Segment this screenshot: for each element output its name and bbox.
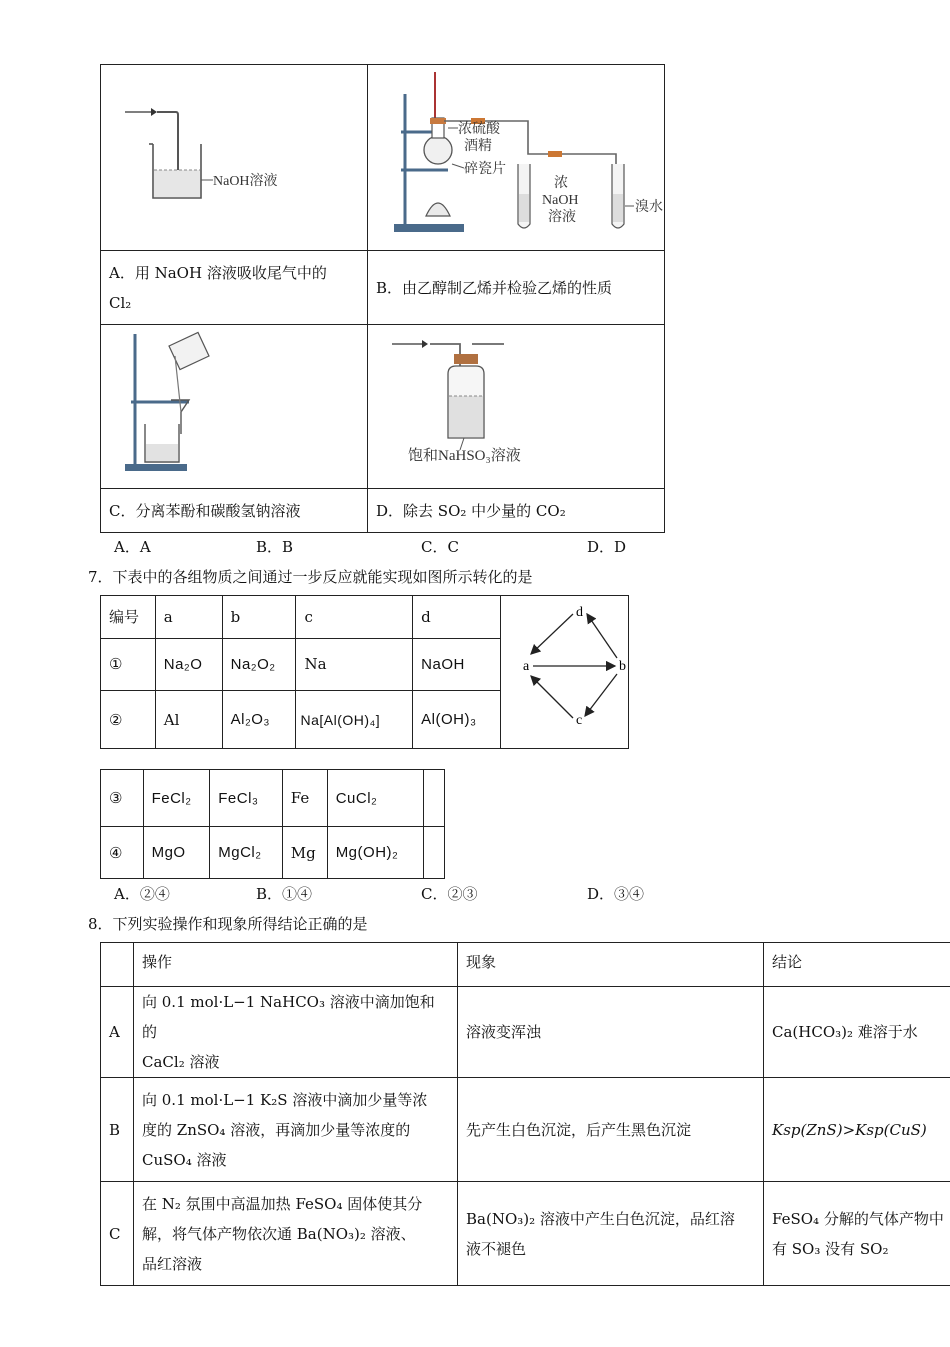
- q7-transformation-diagram: [501, 596, 627, 744]
- q6-fig-a-cell: [101, 65, 368, 251]
- q8-row-c-op-line3: 品红溶液: [142, 1254, 203, 1273]
- q7-row3-empty: [424, 770, 445, 827]
- naoh-absorption-figure: [101, 66, 367, 250]
- q6-fig-d-cell: [368, 325, 665, 489]
- q7-header-a: a: [155, 596, 222, 639]
- q8-row-b-label: B: [101, 1078, 134, 1182]
- q7-row3-a: FeCl₂: [143, 770, 210, 827]
- q7-row3-b: FeCl₃: [210, 770, 283, 827]
- q6-fig-c-cell: [101, 325, 368, 489]
- q8-row-b-op-line1: 向 0.1 mol·L−1 K₂S 溶液中滴加少量等浓: [142, 1090, 428, 1109]
- q8-row-b-conclusion: Ksp(ZnS)>Ksp(CuS): [764, 1078, 950, 1182]
- naoh-label-line2: NaOH: [542, 192, 579, 208]
- q8-row-a-operation: [134, 987, 458, 1078]
- q8-row-c-op-line2: 解，将气体产物依次通 Ba(NO₃)₂ 溶液、: [142, 1224, 416, 1243]
- q7-row2-d: Al(OH)₃: [413, 691, 501, 749]
- q8-stem: 8．下列实验操作和现象所得结论正确的是: [88, 915, 368, 933]
- q7-row4-b: MgCl₂: [210, 827, 283, 879]
- q6-caption-b: B．由乙醇制乙烯并检验乙烯的性质: [368, 251, 665, 325]
- node-c: c: [575, 713, 583, 728]
- q8-row-c-conc-line1: FeSO₄ 分解的气体产物中: [772, 1209, 944, 1228]
- q6-option-b[interactable]: B．B: [256, 538, 294, 556]
- q7-header-no: 编号: [101, 596, 156, 639]
- q8-row-c-op-line1: 在 N₂ 氛围中高温加热 FeSO₄ 固体使其分: [142, 1194, 423, 1213]
- q7-row3-no: ③: [101, 770, 144, 827]
- q7-table-bottom: [100, 769, 445, 879]
- q7-header-c: c: [296, 596, 413, 639]
- q6-option-d[interactable]: D．D: [587, 538, 627, 556]
- q6-caption-a-line2: Cl₂: [109, 293, 132, 312]
- porcelain-chips-label: 碎瓷片: [464, 161, 506, 177]
- q8-row-a-phenomenon: 溶液变浑浊: [458, 987, 764, 1078]
- q7-row1-no: ①: [101, 638, 156, 691]
- node-a: a: [522, 659, 530, 674]
- bromine-water-label: 溴水: [635, 199, 663, 215]
- q7-option-c[interactable]: C．②③: [421, 885, 478, 903]
- ethylene-apparatus-figure: [368, 66, 664, 250]
- filtration-figure: [101, 326, 367, 488]
- conc-sulfuric-acid-label: 浓硫酸: [458, 121, 500, 137]
- q7-row4-d: Mg(OH)₂: [327, 827, 423, 879]
- q7-row1-a: Na₂O: [155, 638, 222, 691]
- q7-row2-no: ②: [101, 691, 156, 749]
- q8-row-c-phenomenon: [458, 1182, 764, 1286]
- alcohol-label: 酒精: [464, 138, 492, 154]
- node-b: b: [618, 659, 626, 674]
- q7-option-a[interactable]: A．②④: [114, 885, 170, 903]
- q7-row4-c: Mg: [282, 827, 327, 879]
- q8-row-c-phen-line1: Ba(NO₃)₂ 溶液中产生白色沉淀，品红溶: [466, 1209, 735, 1228]
- q8-header-conclusion: 结论: [764, 943, 950, 987]
- q7-option-d[interactable]: D．③④: [587, 885, 645, 903]
- naoh-label-line1: 浓: [554, 175, 568, 191]
- q7-row4-empty: [424, 827, 445, 879]
- q8-row-a-conclusion: Ca(HCO₃)₂ 难溶于水: [764, 987, 950, 1078]
- q6-caption-d: D．除去 SO₂ 中少量的 CO₂: [368, 489, 665, 533]
- q8-row-b-phenomenon: 先产生白色沉淀，后产生黑色沉淀: [458, 1078, 764, 1182]
- q8-header-phenomenon: 现象: [458, 943, 764, 987]
- q8-row-c-phen-line2: 液不褪色: [466, 1239, 527, 1258]
- q7-row1-c: Na: [296, 638, 413, 691]
- nahso3-solution-label: 饱和NaHSO₃溶液: [408, 447, 521, 464]
- q7-header-d: d: [413, 596, 501, 639]
- q8-row-c-conclusion: [764, 1182, 950, 1286]
- q7-option-b[interactable]: B．①④: [256, 885, 313, 903]
- q7-row4-no: ④: [101, 827, 144, 879]
- q6-options-table: [100, 64, 665, 533]
- naoh-label-line3: 溶液: [548, 209, 576, 225]
- q8-header-blank: [101, 943, 134, 987]
- q7-row4-a: MgO: [143, 827, 210, 879]
- q7-row3-c: Fe: [282, 770, 327, 827]
- q8-row-a-label: A: [101, 987, 134, 1078]
- q6-option-a[interactable]: A．A: [114, 538, 151, 556]
- q8-row-c-operation: [134, 1182, 458, 1286]
- q6-caption-c: C．分离苯酚和碳酸氢钠溶液: [101, 489, 368, 533]
- node-d: d: [575, 605, 583, 620]
- q8-row-b-op-line2: 度的 ZnSO₄ 溶液，再滴加少量等浓度的: [142, 1120, 411, 1139]
- q7-header-b: b: [222, 596, 296, 639]
- q8-row-b-operation: [134, 1078, 458, 1182]
- q8-header-operation: 操作: [134, 943, 458, 987]
- naoh-solution-label: NaOH溶液: [213, 173, 278, 189]
- q6-caption-a: [101, 251, 368, 325]
- q7-row1-d: NaOH: [413, 638, 501, 691]
- q8-row-c-label: C: [101, 1182, 134, 1286]
- q8-table: [100, 942, 950, 1286]
- q8-row-a-op-line1: 向 0.1 mol·L−1 NaHCO₃ 溶液中滴加饱和的: [142, 993, 435, 1041]
- gas-washing-bottle-figure: [368, 326, 664, 488]
- q7-row2-b: Al₂O₃: [222, 691, 296, 749]
- q6-fig-b-cell: [368, 65, 665, 251]
- q7-row2-c: Na[Al(OH)₄]: [296, 691, 413, 749]
- q7-row1-b: Na₂O₂: [222, 638, 296, 691]
- q7-stem: 7．下表中的各组物质之间通过一步反应就能实现如图所示转化的是: [88, 568, 533, 586]
- q7-row2-a: Al: [155, 691, 222, 749]
- q7-row3-d: CuCl₂: [327, 770, 423, 827]
- q6-option-c[interactable]: C．C: [421, 538, 459, 556]
- q8-row-a-op-line2: CaCl₂ 溶液: [142, 1053, 220, 1071]
- q8-row-b-op-line3: CuSO₄ 溶液: [142, 1150, 227, 1169]
- q7-diagram-cell: [500, 596, 628, 749]
- q6-caption-a-line1: A．用 NaOH 溶液吸收尾气中的: [109, 263, 327, 282]
- q7-table-top: [100, 595, 629, 749]
- q8-row-c-conc-line2: 有 SO₃ 没有 SO₂: [772, 1239, 889, 1258]
